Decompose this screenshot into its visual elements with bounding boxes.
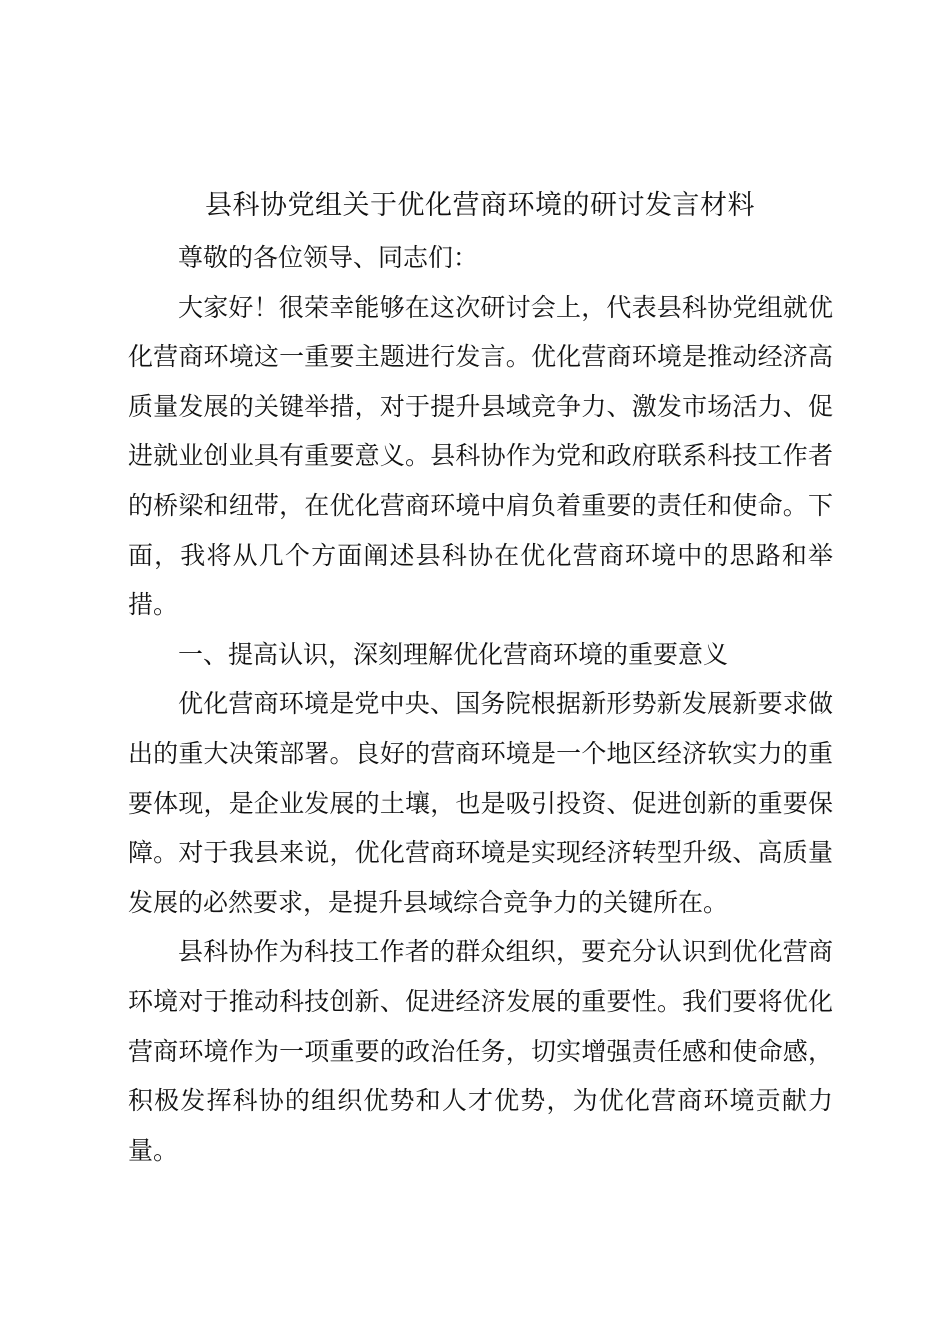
body-paragraph: 县科协作为科技工作者的群众组织，要充分认识到优化营商环境对于推动科技创新、促进经济发展的重要性。我们要将优化营商环境作为一项重要的政治任务，切实增强责任感和使命感，积极发挥科协的组织优势和人才优势，为优化营商环境贡献力量。 (128, 937, 833, 1165)
opening-paragraph: 大家好！很荣幸能够在这次研讨会上，代表县科协党组就优化营商环境这一重要主题进行发言。优化营商环境是推动经济高质量发展的关键举措，对于提升县域竞争力、激发市场活力、促进就业创业具有重要意义。县科协作为党和政府联系科技工作者的桥梁和纽带，在优化营商环境中肩负着重要的责任和使命。下面，我将从几个方面阐述县科协在优化营商环境中的思路和举措。 (128, 292, 833, 620)
section-heading-1: 一、提高认识，深刻理解优化营商环境的重要意义 (178, 639, 729, 669)
salutation-paragraph: 尊敬的各位领导、同志们： (178, 243, 479, 272)
body-paragraph: 优化营商环境是党中央、国务院根据新形势新发展新要求做出的重大决策部署。良好的营商环境是一个地区经济软实力的重要体现，是企业发展的土壤，也是吸引投资、促进创新的重要保障。对于我县来说，优化营商环境是实现经济转型升级、高质量发展的必然要求，是提升县域综合竞争力的关键所在。 (128, 689, 833, 917)
document-title: 县科协党组关于优化营商环境的研讨发言材料 (205, 190, 755, 221)
document-body (128, 233, 833, 1175)
